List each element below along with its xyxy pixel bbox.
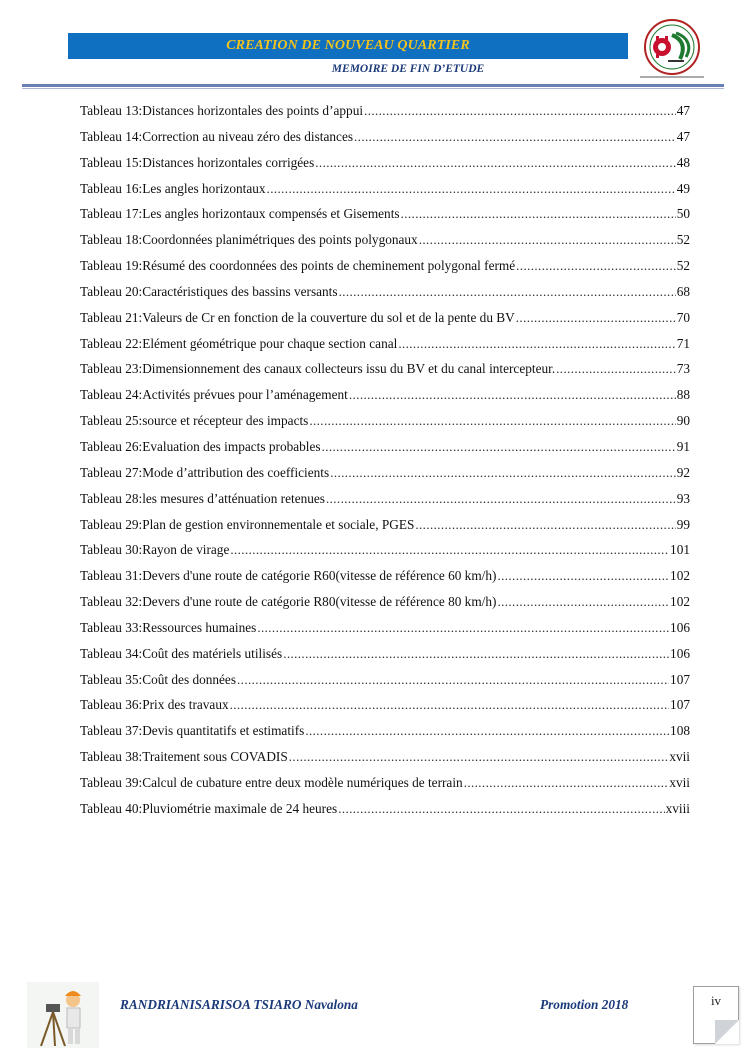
toc-entry-label: Tableau 19:Résumé des coordonnées des points de cheminement polygonal fermé <box>80 258 516 274</box>
toc-entry[interactable] <box>80 232 690 258</box>
toc-dot-leader <box>230 697 669 713</box>
page-number-box <box>693 986 739 1044</box>
toc-entry[interactable] <box>80 361 690 387</box>
toc-entry-label: Tableau 29:Plan de gestion environnementale et sociale, PGES <box>80 516 415 532</box>
toc-entry[interactable] <box>80 465 690 491</box>
toc-entry-label: Tableau 27:Mode d’attribution des coefficients <box>80 464 330 480</box>
toc-entry-label: Tableau 22:Elément géométrique pour chaque section canal <box>80 335 398 351</box>
toc-dot-leader <box>305 723 669 739</box>
toc-entry[interactable] <box>80 672 690 698</box>
toc-entry-page: 90 <box>676 413 690 429</box>
toc-entry[interactable] <box>80 181 690 207</box>
toc-entry-label: Tableau 18:Coordonnées planimétriques des points polygonaux <box>80 232 418 248</box>
toc-entry[interactable] <box>80 336 690 362</box>
toc-entry-label: Tableau 21:Valeurs de Cr en fonction de la couverture du sol et de la pente du BV <box>80 309 515 325</box>
institution-logo-icon <box>632 17 712 83</box>
toc-dot-leader <box>516 310 676 326</box>
toc-entry-page: 102 <box>670 568 690 584</box>
toc-entry-page: 52 <box>676 258 690 274</box>
toc-dot-leader <box>398 336 675 352</box>
toc-entry-page: 108 <box>670 723 690 739</box>
toc-entry[interactable] <box>80 258 690 284</box>
toc-entry-page: 48 <box>676 154 690 170</box>
toc-entry[interactable] <box>80 801 690 827</box>
toc-entry-page: 47 <box>676 128 690 144</box>
toc-entry-page: 101 <box>670 542 690 558</box>
toc-dot-leader <box>338 801 664 817</box>
toc-entry-page: xvii <box>669 749 690 765</box>
toc-entry[interactable] <box>80 697 690 723</box>
toc-entry-page: 70 <box>676 309 690 325</box>
toc-entry-page: 71 <box>676 335 690 351</box>
toc-dot-leader <box>364 103 676 119</box>
header-bar <box>68 33 628 59</box>
toc-entry[interactable] <box>80 775 690 801</box>
toc-dot-leader <box>516 258 676 274</box>
toc-entry-page: 47 <box>676 103 690 118</box>
toc-dot-leader <box>326 491 676 507</box>
toc-dot-leader <box>401 206 676 222</box>
toc-entry-page: 68 <box>676 283 690 299</box>
header-rule <box>22 84 724 87</box>
toc-entry[interactable] <box>80 310 690 336</box>
page-number: iv <box>710 993 722 1008</box>
toc-entry-label: Tableau 23:Dimensionnement des canaux collecteurs issu du BV et du canal intercepteur. <box>80 361 556 377</box>
toc-entry-page: 92 <box>676 464 690 480</box>
toc-entry[interactable] <box>80 491 690 517</box>
toc-dot-leader <box>464 775 669 791</box>
toc-entry-label: Tableau 38:Traitement sous COVADIS <box>80 749 288 765</box>
toc-entry-page: 107 <box>670 671 690 687</box>
toc-entry-label: Tableau 31:Devers d'une route de catégorie R60(vitesse de référence 60 km/h) <box>80 568 497 584</box>
toc-dot-leader <box>349 387 676 403</box>
toc-entry[interactable] <box>80 103 690 129</box>
toc-entry-label: Tableau 40:Pluviométrie maximale de 24 heures <box>80 800 338 816</box>
toc-entry[interactable] <box>80 413 690 439</box>
toc-dot-leader <box>230 542 669 558</box>
toc-entry-label: Tableau 28:les mesures d’atténuation retenues <box>80 490 325 506</box>
toc-dot-leader <box>237 672 669 688</box>
toc-dot-leader <box>497 568 669 584</box>
toc-dot-leader <box>415 517 675 533</box>
toc-entry-page: 88 <box>676 387 690 403</box>
toc-entry-page: 91 <box>676 438 690 454</box>
toc-dot-leader <box>267 181 676 197</box>
toc-dot-leader <box>309 413 675 429</box>
toc-dot-leader <box>283 646 669 662</box>
toc-dot-leader <box>354 129 676 145</box>
toc-entry-label: Tableau 37:Devis quantitatifs et estimatifs <box>80 723 305 739</box>
toc-entry-page: 93 <box>676 490 690 506</box>
header-subtitle: MEMOIRE DE FIN D’ETUDE <box>331 63 485 75</box>
toc-entry-label: Tableau 17:Les angles horizontaux compensés et Gisements <box>80 206 400 222</box>
toc-dot-leader <box>339 284 676 300</box>
toc-entry[interactable] <box>80 723 690 749</box>
toc-entry-label: Tableau 16:Les angles horizontaux <box>80 180 266 196</box>
toc-entry-page: 106 <box>670 619 690 635</box>
toc-dot-leader <box>289 749 669 765</box>
toc-entry[interactable] <box>80 439 690 465</box>
toc-entry[interactable] <box>80 284 690 310</box>
toc-entry-label: Tableau 20:Caractéristiques des bassins versants <box>80 283 338 299</box>
surveyor-illustration-icon <box>27 982 99 1048</box>
toc-entry-page: 102 <box>670 594 690 610</box>
toc-entry-label: Tableau 26:Evaluation des impacts probables <box>80 438 321 454</box>
toc-entry[interactable] <box>80 542 690 568</box>
toc-entry-label: Tableau 34:Coût des matériels utilisés <box>80 645 283 661</box>
toc-entry-page: xvii <box>669 774 690 790</box>
toc-dot-leader <box>419 232 676 248</box>
toc-dot-leader <box>497 594 669 610</box>
toc-entry[interactable] <box>80 749 690 775</box>
toc-entry-page: 99 <box>676 516 690 532</box>
toc-dot-leader <box>330 465 676 481</box>
toc-dot-leader <box>322 439 676 455</box>
footer-author: RANDRIANISARISOA TSIARO Navalona <box>120 997 358 1012</box>
toc-entry[interactable] <box>80 517 690 543</box>
toc-dot-leader <box>315 155 675 171</box>
table-of-tables <box>80 103 690 827</box>
header-rule-thin <box>22 88 724 89</box>
toc-entry[interactable] <box>80 129 690 155</box>
toc-entry-label: Tableau 24:Activités prévues pour l’aménagement <box>80 387 348 403</box>
toc-entry-label: Tableau 30:Rayon de virage <box>80 542 230 558</box>
header-title: CREATION DE NOUVEAU QUARTIER <box>226 38 470 53</box>
toc-entry-label: Tableau 25:source et récepteur des impacts <box>80 413 309 429</box>
toc-entry-label: Tableau 39:Calcul de cubature entre deux modèle numériques de terrain <box>80 774 463 790</box>
toc-entry-label: Tableau 36:Prix des travaux <box>80 697 229 713</box>
toc-entry-page: 49 <box>676 180 690 196</box>
toc-entry-label: Tableau 14:Correction au niveau zéro des distances <box>80 128 354 144</box>
toc-entry-label: Tableau 35:Coût des données <box>80 671 237 687</box>
toc-entry-page: 106 <box>670 645 690 661</box>
toc-entry-page: 73 <box>676 361 690 377</box>
toc-entry-label: Tableau 13:Distances horizontales des points d’appui <box>80 103 364 118</box>
toc-entry[interactable] <box>80 646 690 672</box>
toc-entry[interactable] <box>80 594 690 620</box>
toc-dot-leader <box>556 361 676 377</box>
footer-promotion: Promotion 2018 <box>540 997 629 1012</box>
toc-entry-page: 50 <box>676 206 690 222</box>
toc-entry[interactable] <box>80 206 690 232</box>
toc-entry-page: xviii <box>665 800 690 816</box>
toc-entry-label: Tableau 33:Ressources humaines <box>80 619 257 635</box>
toc-entry[interactable] <box>80 568 690 594</box>
toc-entry[interactable] <box>80 155 690 181</box>
page-fold-corner <box>715 1020 739 1044</box>
toc-entry-label: Tableau 32:Devers d'une route de catégorie R80(vitesse de référence 80 km/h) <box>80 594 497 610</box>
toc-entry[interactable] <box>80 620 690 646</box>
toc-entry-page: 107 <box>670 697 690 713</box>
toc-entry-page: 52 <box>676 232 690 248</box>
toc-entry[interactable] <box>80 387 690 413</box>
toc-dot-leader <box>257 620 669 636</box>
toc-entry-label: Tableau 15:Distances horizontales corrigées <box>80 154 315 170</box>
